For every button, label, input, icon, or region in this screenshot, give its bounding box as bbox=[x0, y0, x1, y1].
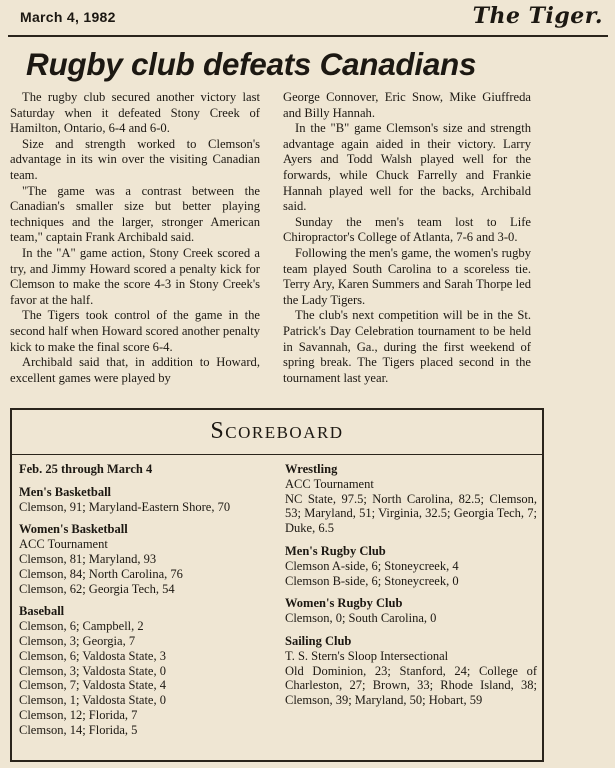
score-line: Clemson A-side, 6; Stoneycreek, 4 bbox=[285, 558, 459, 573]
section-subtitle: ACC Tournament bbox=[285, 476, 374, 491]
scoreboard-rule bbox=[12, 454, 542, 455]
header-rule bbox=[8, 35, 608, 37]
article-paragraph: The Tigers took control of the game in the second half when Howard scored another penalty kick to make the final score 6-4. bbox=[10, 308, 260, 354]
scoreboard-section bbox=[285, 544, 537, 588]
score-line: Clemson, 6; Valdosta State, 3 bbox=[19, 648, 166, 663]
section-title: Women's Basketball bbox=[19, 522, 128, 537]
section-title: Men's Basketball bbox=[19, 484, 112, 499]
score-text: Old Dominion, 23; Stanford, 24; College of Charleston, 27; Brown, 33; Rhode Island, 38; Clemson, 39; Maryland, 50; Hobart, 59 bbox=[285, 663, 537, 708]
article-paragraph: "The game was a contrast between the Canadian's smaller size but better playing techniques and the larger, stronger American team," captain Frank Archibald said. bbox=[10, 183, 260, 245]
article-headline: Rugby club defeats Canadians bbox=[26, 46, 477, 82]
article-column-left bbox=[10, 90, 260, 386]
scoreboard-column-left bbox=[19, 462, 274, 746]
score-line: Clemson, 62; Georgia Tech, 54 bbox=[19, 581, 175, 596]
score-line: Clemson, 0; South Carolina, 0 bbox=[285, 611, 437, 626]
article-paragraph: The rugby club secured another victory last Saturday when it defeated Stony Creek of Hamilton, Ontario, 6-4 and 6-0. bbox=[10, 90, 260, 136]
scoreboard-section bbox=[19, 522, 274, 596]
section-title: Women's Rugby Club bbox=[285, 596, 403, 611]
score-text: NC State, 97.5; North Carolina, 82.5; Clemson, 53; Maryland, 51; Virginia, 32.5; Georgia Tech, 7; Duke, 6.5 bbox=[285, 491, 537, 536]
score-line: Clemson, 14; Florida, 5 bbox=[19, 722, 138, 737]
section-title: Baseball bbox=[19, 604, 65, 619]
scoreboard-section bbox=[285, 462, 537, 536]
section-subtitle: T. S. Stern's Sloop Intersectional bbox=[285, 648, 449, 663]
article-paragraph: Sunday the men's team lost to Life Chiropractor's College of Atlanta, 7-6 and 3-0. bbox=[283, 214, 531, 245]
score-line: Clemson B-side, 6; Stoneycreek, 0 bbox=[285, 573, 459, 588]
issue-date: March 4, 1982 bbox=[20, 9, 116, 25]
article-paragraph: George Connover, Eric Snow, Mike Giuffreda and Billy Hannah. bbox=[283, 90, 531, 120]
article-paragraph: Archibald said that, in addition to Howard, excellent games were played by bbox=[10, 355, 260, 385]
score-line: Clemson, 12; Florida, 7 bbox=[19, 707, 138, 722]
article-paragraph: In the "B" game Clemson's size and strength advantage again aided in their victory. Larry Ayers and Todd Walsh played well for the forwards, while Chuck Farrelly and Frankie Hannah played well for the backs, Archibald said. bbox=[283, 121, 531, 214]
score-line: Clemson, 81; Maryland, 93 bbox=[19, 551, 157, 566]
score-line: Clemson, 6; Campbell, 2 bbox=[19, 619, 144, 634]
article-paragraph: The club's next competition will be in the St. Patrick's Day Celebration tournament to be held in Savannah, Ga., during the first weekend of spring break. The Tigers placed second in the tournament last year. bbox=[283, 308, 531, 385]
masthead: The Tiger. bbox=[472, 3, 603, 29]
article-paragraph: Following the men's game, the women's rugby team played South Carolina to a scoreless tie. Terry Ary, Karen Summers and Sarah Thorpe led the Lady Tigers. bbox=[283, 245, 531, 307]
score-line: Clemson, 84; North Carolina, 76 bbox=[19, 566, 183, 581]
score-line: Clemson, 1; Valdosta State, 0 bbox=[19, 693, 166, 708]
page-header bbox=[0, 0, 615, 40]
scoreboard-date-range: Feb. 25 through March 4 bbox=[19, 462, 153, 476]
section-title: Men's Rugby Club bbox=[285, 543, 386, 558]
score-line: Clemson, 3; Georgia, 7 bbox=[19, 633, 136, 648]
score-line: Clemson, 91; Maryland-Eastern Shore, 70 bbox=[19, 499, 231, 514]
scoreboard-title: Scoreboard bbox=[210, 418, 344, 444]
scoreboard-section bbox=[285, 634, 537, 708]
section-title: Sailing Club bbox=[285, 633, 352, 648]
scoreboard-section bbox=[19, 485, 274, 515]
scoreboard-section bbox=[285, 596, 537, 626]
article-column-right bbox=[283, 90, 531, 386]
scoreboard-column-right bbox=[285, 462, 537, 716]
scoreboard-section bbox=[19, 604, 274, 737]
scoreboard-box bbox=[10, 408, 544, 762]
score-line: Clemson, 7; Valdosta State, 4 bbox=[19, 678, 166, 693]
article-paragraph: Size and strength worked to Clemson's advantage in its win over the visiting Canadian team. bbox=[10, 136, 260, 182]
score-line: ACC Tournament bbox=[19, 537, 108, 552]
score-line: Clemson, 3; Valdosta State, 0 bbox=[19, 663, 166, 678]
section-title: Wrestling bbox=[285, 462, 338, 476]
article-paragraph: In the "A" game action, Stony Creek scored a try, and Jimmy Howard scored a penalty kick for Clemson to make the score 4-3 in Stony Creek's favor at the half. bbox=[10, 245, 260, 307]
